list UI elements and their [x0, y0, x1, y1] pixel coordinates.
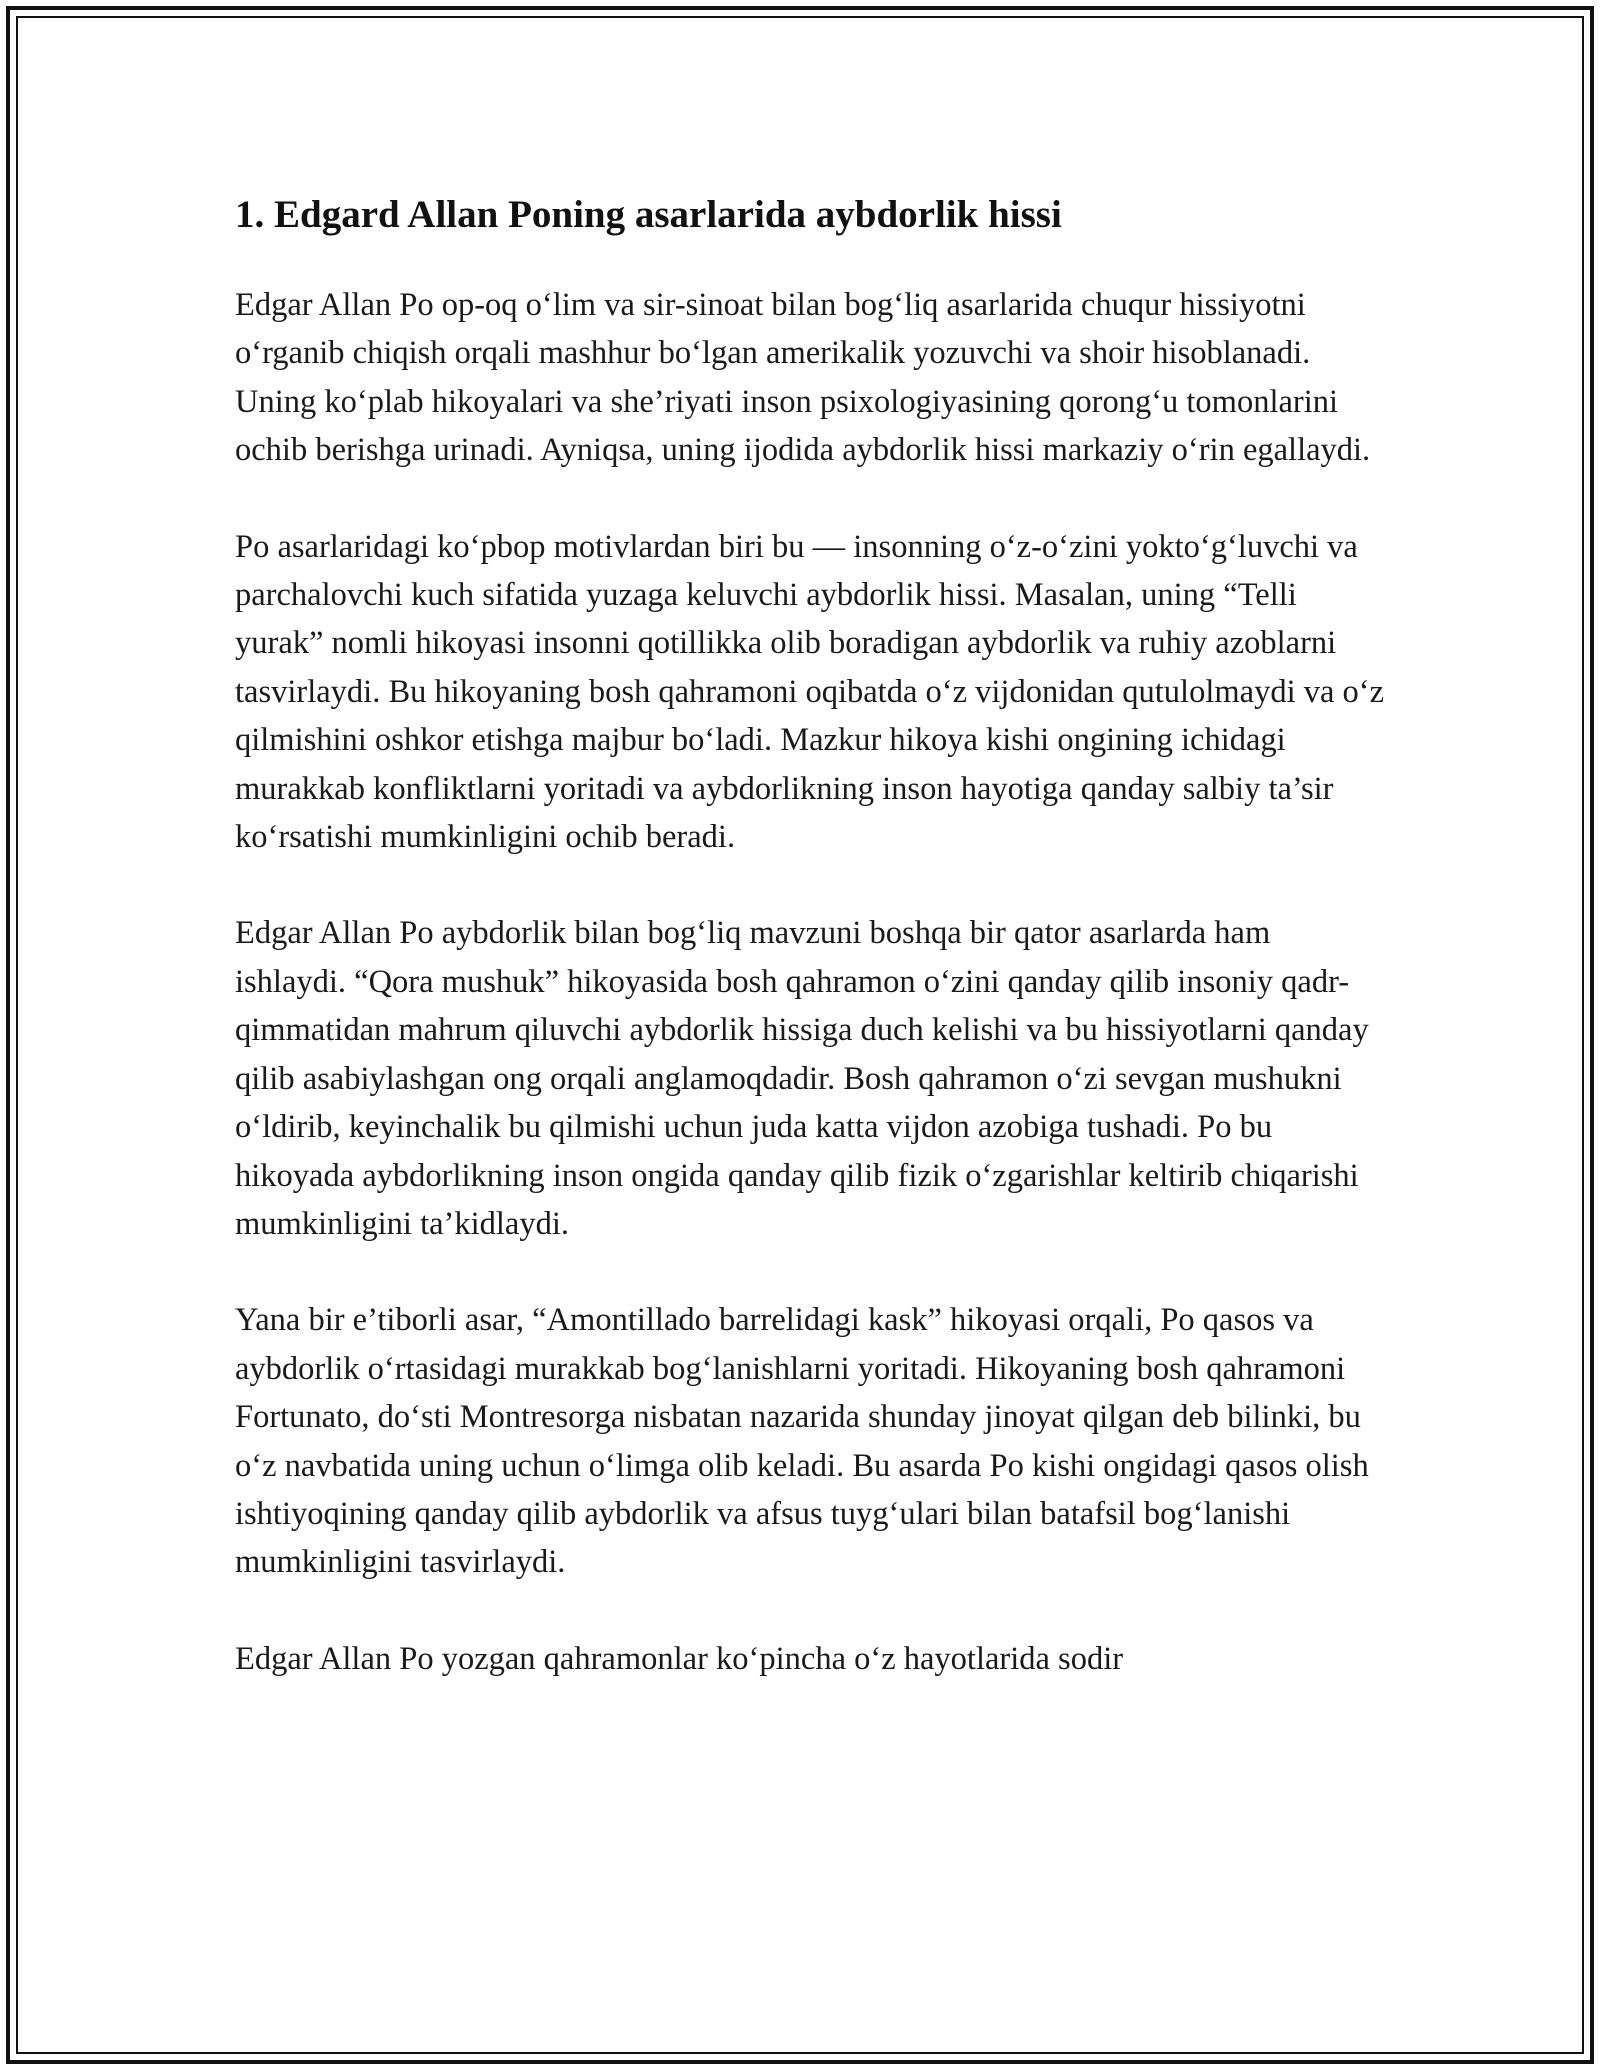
paragraph-5: Edgar Allan Po yozgan qahramonlar ko‘pincha o‘z hayotlarida sodir: [235, 1640, 1124, 1677]
document-heading: 1. Edgard Allan Poning asarlarida aybdorlik hissi: [235, 193, 1062, 236]
paragraph-1: Edgar Allan Po op-oq o‘lim va sir-sinoat bilan bog‘liq asarlarida chuqur hissiyotni o‘rganib chiqish orqali mashhur bo‘lgan amerikalik yozuvchi va shoir hisoblanadi. Uning ko‘plab hikoyalari va she’riyati inson psixologiyasining qorong‘u tomonlarini ochib berishga urinadi. Ayniqsa, uning ijodida aybdorlik hissi markaziy o‘rin egallaydi.: [235, 287, 1371, 469]
paragraph-4: Yana bir e’tiborli asar, “Amontillado barrelidagi kask” hikoyasi orqali, Po qasos va aybdorlik o‘rtasidagi murakkab bog‘lanishlarni yoritadi. Hikoyaning bosh qahramoni Fortunato, do‘sti Montresorga nisbatan nazarida shunday jinoyat qilgan deb bilinki, bu o‘z navbatida uning uchun o‘limga olib keladi. Bu asarda Po kishi ongidagi qasos olish ishtiyoqining qanday qilib aybdorlik va afsus tuyg‘ulari bilan batafsil bog‘lanishi mumkinligini tasvirlaydi.: [235, 1302, 1369, 1581]
document-body: [235, 185, 1385, 1731]
paragraph-2: Po asarlaridagi ko‘pbop motivlardan biri bu — insonning o‘z-o‘zini yokto‘g‘luvchi va parchalovchi kuch sifatida yuzaga keluvchi aybdorlik hissi. Masalan, uning “Telli yurak” nomli hikoyasi insonni qotillikka olib boradigan aybdorlik va ruhiy azoblarni tasvirlaydi. Bu hikoyaning bosh qahramoni oqibatda o‘z vijdonidan qutulolmaydi va o‘z qilmishini oshkor etishga majbur bo‘ladi. Mazkur hikoya kishi ongining ichidagi murakkab konfliktlarni yoritadi va aybdorlikning inson hayotiga qanday salbiy ta’sir ko‘rsatishi mumkinligini ochib beradi.: [235, 528, 1385, 856]
paragraph-3: Edgar Allan Po aybdorlik bilan bog‘liq mavzuni boshqa bir qator asarlarda ham ishlaydi. “Qora mushuk” hikoyasida bosh qahramon o‘zini qanday qilib insoniy qadr-qimmatidan mahrum qiluvchi aybdorlik hissiga duch kelishi va bu hissiyotlarni qanday qilib asabiylashgan ong orqali anglamoqdadir. Bosh qahramon o‘zi sevgan mushukni o‘ldirib, keyinchalik bu qilmishi uchun juda katta vijdon azobiga tushadi. Po bu hikoyada aybdorlikning inson ongida qanday qilib fizik o‘zgarishlar keltirib chiqarishi mumkinligini ta’kidlaydi.: [235, 915, 1369, 1242]
